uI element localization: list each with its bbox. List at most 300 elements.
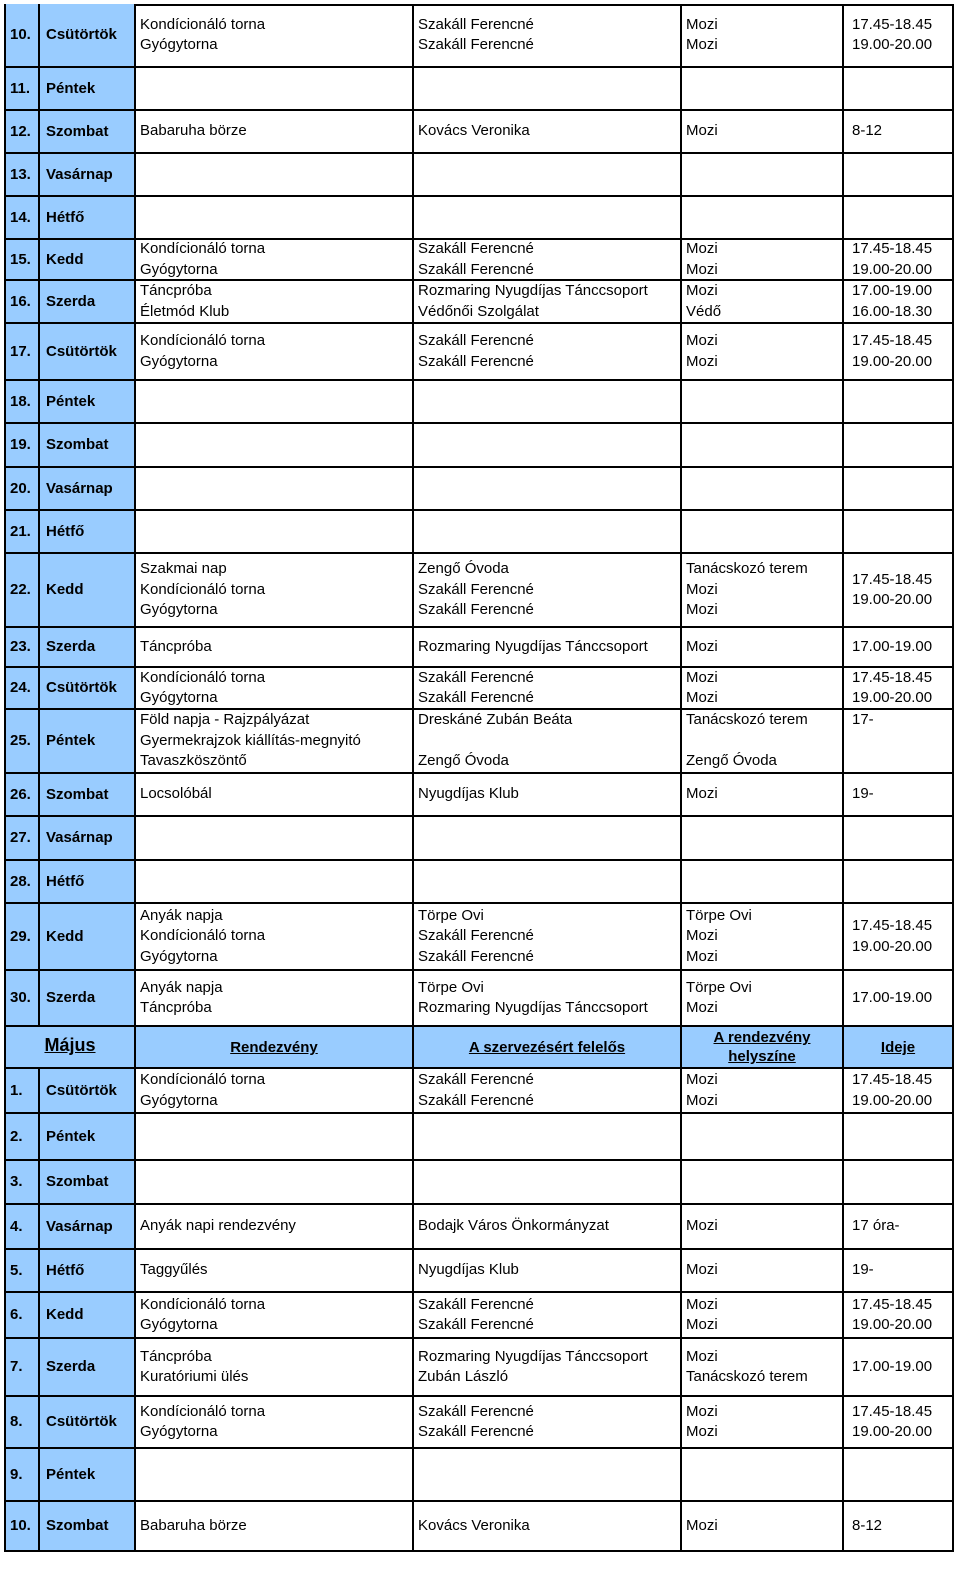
table-row — [4, 381, 952, 424]
organizer-name: Szakáll Ferencné — [418, 15, 534, 33]
day-number: 27. — [10, 829, 31, 846]
venue-name: Mozi — [686, 282, 718, 299]
venue-name: Tanácskozó terem — [686, 711, 808, 729]
venue-cell — [682, 904, 844, 971]
organizer-cell — [414, 1205, 682, 1250]
venue-cell — [682, 628, 844, 668]
event-cell — [136, 468, 414, 511]
event-time: 17.00-19.00 — [852, 282, 933, 299]
venue-name: Mozi — [686, 601, 718, 619]
time-header-cell — [844, 1027, 954, 1069]
venue-name: Mozi — [686, 1516, 718, 1534]
time-cell — [844, 628, 954, 668]
venue-name: Mozi — [686, 240, 718, 257]
venue-cell — [682, 1250, 844, 1293]
day-number: 6. — [10, 1306, 23, 1323]
venue-cell — [682, 4, 844, 68]
time-cell — [844, 554, 954, 628]
organizer-cell — [414, 1502, 682, 1552]
organizer-name: Szakáll Ferencné — [418, 260, 534, 278]
organizer-cell — [414, 468, 682, 511]
table-row — [4, 710, 952, 774]
day-number: 25. — [10, 732, 31, 749]
organizer-name: Szakáll Ferencné — [418, 1423, 534, 1440]
day-number: 28. — [10, 872, 31, 890]
event-cell — [136, 111, 414, 154]
weekday-name: Vasárnap — [46, 479, 113, 497]
time-cell — [844, 971, 954, 1027]
weekday-cell — [40, 468, 136, 511]
event-time: 8-12 — [852, 122, 883, 140]
table-row — [4, 861, 952, 904]
table-row — [4, 1250, 952, 1293]
venue-name: Mozi — [686, 1347, 718, 1365]
day-number-cell — [6, 111, 40, 154]
venue-name: Törpe Ovi — [686, 978, 752, 996]
day-number-cell — [6, 628, 40, 668]
day-number: 3. — [10, 1173, 23, 1190]
venue-cell — [682, 774, 844, 817]
weekday-name: Péntek — [46, 392, 96, 410]
day-number: 5. — [10, 1261, 23, 1279]
event-name: Babaruha börze — [140, 1516, 247, 1534]
venue-name: Mozi — [686, 1316, 718, 1333]
day-number-cell — [6, 710, 40, 774]
venue-cell — [682, 468, 844, 511]
event-name: Kuratóriumi ülés — [140, 1368, 249, 1385]
weekday-cell — [40, 1502, 136, 1552]
weekday-cell — [40, 1449, 136, 1502]
day-number-cell — [6, 1397, 40, 1449]
event-name: Kondícionáló torna — [140, 15, 266, 33]
venue-cell — [682, 324, 844, 381]
organizer-name: Szakáll Ferencné — [418, 601, 534, 619]
venue-name: Mozi — [686, 122, 718, 140]
event-name: Táncpróba — [140, 637, 212, 655]
table-row — [4, 1339, 952, 1397]
venue-cell — [682, 240, 844, 281]
weekday-cell — [40, 111, 136, 154]
venue-name: Mozi — [686, 1402, 718, 1420]
day-number: 18. — [10, 392, 31, 410]
organizer-cell — [414, 381, 682, 424]
organizer-name: Szakáll Ferencné — [418, 332, 534, 349]
event-name: Anyák napja — [140, 906, 223, 924]
event-cell — [136, 1502, 414, 1552]
event-cell — [136, 628, 414, 668]
event-name: Táncpróba — [140, 1347, 212, 1365]
venue-name: Mozi — [686, 785, 718, 803]
weekday-cell — [40, 424, 136, 468]
day-number: 10. — [10, 1517, 31, 1534]
event-time: 17.45-18.45 — [852, 15, 933, 33]
event-cell — [136, 197, 414, 240]
time-cell — [844, 1397, 954, 1449]
time-cell — [844, 68, 954, 111]
time-cell — [844, 4, 954, 68]
day-number-cell — [6, 1205, 40, 1250]
day-number-cell — [6, 68, 40, 111]
organizer-cell — [414, 111, 682, 154]
venue-name: Tanácskozó terem — [686, 1368, 808, 1385]
weekday-cell — [40, 324, 136, 381]
organizer-name: Szakáll Ferencné — [418, 1402, 534, 1420]
day-number: 16. — [10, 292, 31, 310]
event-name: Táncpróba — [140, 999, 212, 1016]
organizer-name: Nyugdíjas Klub — [418, 1261, 519, 1279]
day-number: 12. — [10, 122, 31, 140]
weekday-name: Kedd — [46, 581, 84, 598]
event-cell — [136, 861, 414, 904]
event-header-cell — [136, 1027, 414, 1069]
venue-name: Mozi — [686, 668, 718, 686]
organizer-cell — [414, 1114, 682, 1161]
event-name: Kondícionáló torna — [140, 927, 266, 945]
venue-cell — [682, 1397, 844, 1449]
table-row — [4, 1161, 952, 1205]
venue-name: Mozi — [686, 927, 718, 945]
weekday-name: Szerda — [46, 292, 96, 310]
weekday-cell — [40, 1293, 136, 1339]
day-number-cell — [6, 381, 40, 424]
day-number: 13. — [10, 165, 31, 183]
weekday-cell — [40, 861, 136, 904]
table-row — [4, 240, 952, 281]
organizer-name: Rozmaring Nyugdíjas Tánccsoport — [418, 637, 648, 655]
venue-cell — [682, 861, 844, 904]
day-number: 14. — [10, 208, 31, 226]
day-number-cell — [6, 861, 40, 904]
weekday-cell — [40, 4, 136, 68]
weekday-name: Hétfő — [46, 208, 85, 226]
event-cell — [136, 4, 414, 68]
weekday-name: Szombat — [46, 1173, 109, 1190]
time-cell — [844, 111, 954, 154]
event-cell — [136, 1339, 414, 1397]
day-number-cell — [6, 154, 40, 197]
day-number-cell — [6, 1069, 40, 1114]
table-row — [4, 324, 952, 381]
venue-name: Mozi — [686, 947, 718, 965]
organizer-cell — [414, 971, 682, 1027]
venue-name: Mozi — [686, 332, 718, 349]
organizer-cell — [414, 1449, 682, 1502]
event-time: 19.00-20.00 — [852, 352, 933, 370]
weekday-name: Szombat — [46, 1517, 109, 1534]
table-row — [4, 154, 952, 197]
organizer-cell — [414, 1161, 682, 1205]
event-cell — [136, 324, 414, 381]
weekday-cell — [40, 817, 136, 861]
time-cell — [844, 861, 954, 904]
venue-name: Mozi — [686, 15, 718, 33]
organizer-cell — [414, 710, 682, 774]
weekday-cell — [40, 668, 136, 710]
venue-name: Mozi — [686, 580, 718, 598]
time-cell — [844, 1114, 954, 1161]
organizer-cell — [414, 554, 682, 628]
organizer-cell — [414, 240, 682, 281]
table-row — [4, 774, 952, 817]
event-time: 17.45-18.45 — [852, 1295, 933, 1313]
event-time: 19.00-20.00 — [852, 1423, 933, 1440]
table-row — [4, 1114, 952, 1161]
time-cell — [844, 817, 954, 861]
event-name: Gyógytorna — [140, 1091, 218, 1109]
venue-name: Védő — [686, 302, 722, 320]
event-name: Gyógytorna — [140, 260, 218, 278]
weekday-cell — [40, 381, 136, 424]
time-cell — [844, 511, 954, 554]
table-row — [4, 1205, 952, 1250]
event-time: 19.00-20.00 — [852, 937, 933, 955]
event-time: 19.00-20.00 — [852, 1091, 933, 1109]
day-number-cell — [6, 554, 40, 628]
event-time: 19- — [852, 785, 874, 803]
event-name: Kondícionáló torna — [140, 1295, 266, 1313]
table-row — [4, 281, 952, 324]
time-cell — [844, 154, 954, 197]
event-name: Szakmai nap — [140, 560, 227, 578]
event-name: Kondícionáló torna — [140, 332, 266, 349]
weekday-name: Csütörtök — [46, 1081, 117, 1099]
organizer-cell — [414, 1250, 682, 1293]
weekday-name: Vasárnap — [46, 829, 113, 846]
event-cell — [136, 381, 414, 424]
weekday-name: Péntek — [46, 732, 96, 749]
day-number: 2. — [10, 1127, 23, 1145]
event-name: Kondícionáló torna — [140, 1071, 266, 1088]
event-column-header: Rendezvény — [230, 1039, 318, 1056]
time-cell — [844, 668, 954, 710]
event-cell — [136, 710, 414, 774]
weekday-cell — [40, 240, 136, 281]
day-number-cell — [6, 1250, 40, 1293]
venue-cell — [682, 424, 844, 468]
venue-name: Törpe Ovi — [686, 906, 752, 924]
weekday-cell — [40, 68, 136, 111]
day-number-cell — [6, 817, 40, 861]
time-cell — [844, 774, 954, 817]
weekday-name: Csütörtök — [46, 679, 117, 696]
organizer-cell — [414, 1397, 682, 1449]
venue-name: Mozi — [686, 1295, 718, 1313]
table-row — [4, 628, 952, 668]
event-time: 17.45-18.45 — [852, 570, 933, 588]
may-rows — [4, 1069, 952, 1552]
event-cell — [136, 554, 414, 628]
event-name: Táncpróba — [140, 282, 212, 299]
venue-cell — [682, 111, 844, 154]
event-time: 17.45-18.45 — [852, 1402, 933, 1420]
venue-cell — [682, 1114, 844, 1161]
organizer-name: Szakáll Ferencné — [418, 947, 534, 965]
event-time: 17.45-18.45 — [852, 917, 933, 934]
day-number-cell — [6, 1339, 40, 1397]
table-row — [4, 971, 952, 1027]
time-cell — [844, 381, 954, 424]
venue-cell — [682, 971, 844, 1027]
may-header-row — [4, 1027, 952, 1069]
event-cell — [136, 1069, 414, 1114]
organizer-cell — [414, 281, 682, 324]
day-number-cell — [6, 904, 40, 971]
event-cell — [136, 281, 414, 324]
day-number: 22. — [10, 581, 31, 598]
event-name: Föld napja - Rajzpályázat — [140, 711, 310, 729]
event-name: Gyermekrajzok kiállítás-megnyitó — [140, 731, 361, 749]
venue-name: Mozi — [686, 637, 718, 655]
time-cell — [844, 281, 954, 324]
organizer-name: Szakáll Ferencné — [418, 1091, 534, 1109]
event-time: 17.00-19.00 — [852, 637, 933, 655]
event-name: Gyógytorna — [140, 352, 218, 370]
day-number: 30. — [10, 989, 31, 1006]
organizer-name: Védőnői Szolgálat — [418, 302, 539, 320]
organizer-name: Törpe Ovi — [418, 906, 484, 924]
weekday-name: Hétfő — [46, 1261, 85, 1279]
day-number: 7. — [10, 1358, 23, 1375]
event-cell — [136, 1161, 414, 1205]
venue-name: Mozi — [686, 36, 718, 53]
weekday-name: Szombat — [46, 436, 109, 453]
organizer-cell — [414, 4, 682, 68]
weekday-cell — [40, 904, 136, 971]
organizer-name: Szakáll Ferencné — [418, 1295, 534, 1313]
weekday-name: Csütörtök — [46, 342, 117, 360]
event-cell — [136, 240, 414, 281]
event-name: Gyógytorna — [140, 689, 218, 706]
day-number: 10. — [10, 26, 31, 43]
venue-name: Mozi — [686, 999, 718, 1016]
event-time: 19.00-20.00 — [852, 1316, 933, 1333]
venue-cell — [682, 154, 844, 197]
organizer-header-cell — [414, 1027, 682, 1069]
organizer-name: Törpe Ovi — [418, 978, 484, 996]
organizer-name: Szakáll Ferencné — [418, 927, 534, 945]
venue-name: Tanácskozó terem — [686, 560, 808, 578]
event-name: Taggyűlés — [140, 1261, 208, 1279]
day-number: 9. — [10, 1465, 23, 1483]
event-cell — [136, 774, 414, 817]
weekday-name: Vasárnap — [46, 1217, 113, 1235]
organizer-cell — [414, 1339, 682, 1397]
event-name: Gyógytorna — [140, 36, 218, 53]
venue-cell — [682, 710, 844, 774]
table-row — [4, 1069, 952, 1114]
event-cell — [136, 68, 414, 111]
table-row — [4, 904, 952, 971]
organizer-cell — [414, 774, 682, 817]
month-title: Május — [44, 1035, 96, 1055]
venue-cell — [682, 511, 844, 554]
event-cell — [136, 1449, 414, 1502]
organizer-name: Rozmaring Nyugdíjas Tánccsoport — [418, 282, 648, 299]
day-number: 21. — [10, 522, 31, 540]
organizer-name: Zubán László — [418, 1368, 509, 1385]
organizer-cell — [414, 154, 682, 197]
event-name: Életmód Klub — [140, 302, 230, 320]
organizer-cell — [414, 424, 682, 468]
organizer-name: Szakáll Ferencné — [418, 36, 534, 53]
day-number: 24. — [10, 679, 31, 696]
time-cell — [844, 710, 954, 774]
day-number: 19. — [10, 436, 31, 453]
day-number-cell — [6, 4, 40, 68]
event-time: 17.45-18.45 — [852, 1071, 933, 1088]
day-number: 4. — [10, 1217, 23, 1235]
organizer-cell — [414, 511, 682, 554]
time-cell — [844, 1449, 954, 1502]
organizer-name: Szakáll Ferencné — [418, 580, 534, 598]
table-row — [4, 554, 952, 628]
weekday-cell — [40, 197, 136, 240]
organizer-name: Zengő Óvoda — [418, 560, 509, 578]
day-number-cell — [6, 668, 40, 710]
day-number-cell — [6, 511, 40, 554]
day-number: 1. — [10, 1081, 23, 1099]
venue-name: Mozi — [686, 1217, 718, 1235]
time-cell — [844, 904, 954, 971]
weekday-name: Péntek — [46, 1127, 96, 1145]
venue-header-cell — [682, 1027, 844, 1069]
table-row — [4, 111, 952, 154]
event-cell — [136, 971, 414, 1027]
weekday-cell — [40, 511, 136, 554]
event-cell — [136, 904, 414, 971]
organizer-cell — [414, 628, 682, 668]
weekday-cell — [40, 1161, 136, 1205]
day-number: 11. — [10, 79, 31, 97]
event-name: Gyógytorna — [140, 601, 218, 619]
venue-cell — [682, 1205, 844, 1250]
event-time: 17.45-18.45 — [852, 668, 933, 686]
organizer-cell — [414, 668, 682, 710]
organizer-name: Szakáll Ferencné — [418, 689, 534, 706]
weekday-cell — [40, 1114, 136, 1161]
organizer-name: Bodajk Város Önkormányzat — [418, 1217, 609, 1235]
time-cell — [844, 1161, 954, 1205]
weekday-name: Szerda — [46, 1358, 96, 1375]
venue-name: Zengő Óvoda — [686, 752, 777, 770]
organizer-name: Kovács Veronika — [418, 1516, 530, 1534]
event-time: 19.00-20.00 — [852, 591, 933, 608]
venue-cell — [682, 68, 844, 111]
event-cell — [136, 817, 414, 861]
day-number-cell — [6, 1293, 40, 1339]
event-name: Anyák napja — [140, 978, 223, 996]
event-cell — [136, 668, 414, 710]
time-cell — [844, 197, 954, 240]
event-cell — [136, 1397, 414, 1449]
event-name: Kondícionáló torna — [140, 668, 266, 686]
event-name: Gyógytorna — [140, 947, 218, 965]
table-row — [4, 1397, 952, 1449]
venue-name: Mozi — [686, 689, 718, 706]
day-number: 23. — [10, 638, 31, 655]
time-cell — [844, 1339, 954, 1397]
table-row — [4, 468, 952, 511]
weekday-cell — [40, 774, 136, 817]
table-row — [4, 4, 952, 68]
event-time: 17- — [852, 711, 874, 729]
event-name: Gyógytorna — [140, 1423, 218, 1440]
day-number-cell — [6, 1449, 40, 1502]
organizer-name: Szakáll Ferencné — [418, 352, 534, 370]
organizer-name: Szakáll Ferencné — [418, 240, 534, 257]
venue-cell — [682, 381, 844, 424]
venue-cell — [682, 1069, 844, 1114]
